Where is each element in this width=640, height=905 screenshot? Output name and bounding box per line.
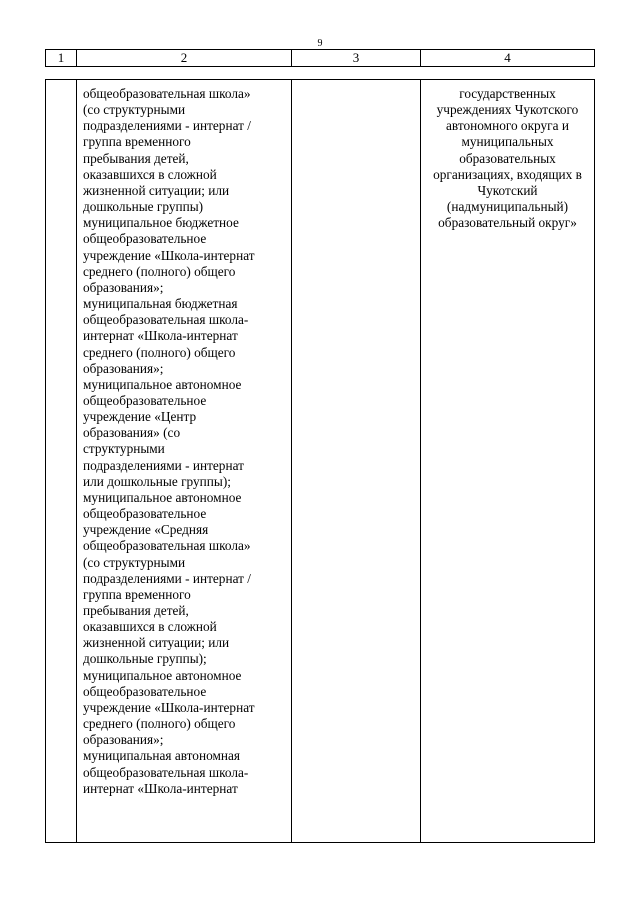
text-line: образования»; (83, 732, 164, 748)
text-line: пребывания детей, (83, 150, 189, 166)
text-line: группа временного (83, 134, 191, 150)
cell-col-4 (421, 80, 594, 842)
text-line: муниципальная бюджетная (83, 296, 238, 312)
cell-col-3 (292, 80, 421, 842)
text-line: общеобразовательное (83, 506, 207, 522)
text-line: подразделениями - интернат / (83, 570, 251, 586)
text-line: учреждение «Школа-интернат (83, 247, 255, 263)
text-line: жизненной ситуации; или (83, 635, 230, 651)
text-line: муниципальных (461, 134, 554, 150)
text-line: муниципальное автономное (83, 376, 242, 392)
text-line: интернат «Школа-интернат (83, 328, 238, 344)
header-col-1: 1 (46, 50, 77, 66)
text-line: учреждениях Чукотского (436, 102, 579, 118)
text-line: образовательных (459, 150, 556, 166)
text-line: дошкольные группы); (83, 651, 207, 667)
text-line: общеобразовательная школа» (83, 86, 251, 101)
text-line: общеобразовательное (83, 231, 207, 247)
text-line: муниципальное автономное (83, 667, 242, 683)
table-row (45, 79, 595, 843)
header-col-2: 2 (77, 50, 292, 66)
text-line: учреждение «Центр (83, 409, 197, 425)
text-line: (надмуниципальный) (446, 199, 569, 215)
text-line: (со структурными (83, 554, 186, 570)
text-line: муниципальное бюджетное (83, 215, 239, 231)
cell-col-1 (46, 80, 77, 842)
text-line: муниципальное автономное (83, 489, 242, 505)
header-col-4: 4 (504, 50, 511, 65)
cell-col-2 (77, 80, 292, 842)
text-line: дошкольные группы) (83, 199, 204, 215)
text-line: образовательный округ» (438, 215, 577, 231)
text-line: учреждение «Школа-интернат (83, 699, 255, 715)
text-line: Чукотский (477, 182, 538, 198)
text-line: общеобразовательное (83, 392, 207, 408)
text-line: пребывания детей, (83, 603, 189, 618)
text-line: оказавшихся в сложной (83, 619, 217, 635)
text-line: подразделениями - интернат / (83, 118, 251, 134)
text-line: интернат «Школа-интернат (83, 780, 238, 796)
text-line: государственных (459, 86, 556, 101)
table-header-row (45, 49, 595, 67)
text-line: структурными (83, 441, 165, 457)
text-line: общеобразовательная школа- (83, 764, 249, 780)
text-line: учреждение «Средняя (83, 522, 209, 538)
text-line: общеобразовательная школа» (83, 538, 251, 554)
page-number: 9 (317, 38, 323, 49)
text-line: среднего (полного) общего (83, 716, 236, 732)
text-line: образования»; (83, 360, 164, 376)
text-line: образования» (со (83, 425, 181, 441)
text-line: или дошкольные группы); (83, 473, 231, 489)
text-line: образования»; (83, 279, 164, 295)
text-line: среднего (полного) общего (83, 344, 236, 360)
text-line: оказавшихся в сложной (83, 166, 217, 182)
text-line: группа временного (83, 586, 191, 602)
text-line: общеобразовательное (83, 683, 207, 699)
text-line: (со структурными (83, 102, 186, 118)
text-line: автономного округа и (446, 118, 569, 134)
text-line: подразделениями - интернат (83, 457, 244, 473)
text-line: общеобразовательная школа- (83, 312, 249, 328)
text-line: жизненной ситуации; или (83, 182, 230, 198)
text-line: организациях, входящих в (433, 166, 582, 182)
header-col-3: 3 (292, 50, 421, 66)
text-line: муниципальная автономная (83, 748, 241, 764)
text-line: среднего (полного) общего (83, 263, 236, 279)
